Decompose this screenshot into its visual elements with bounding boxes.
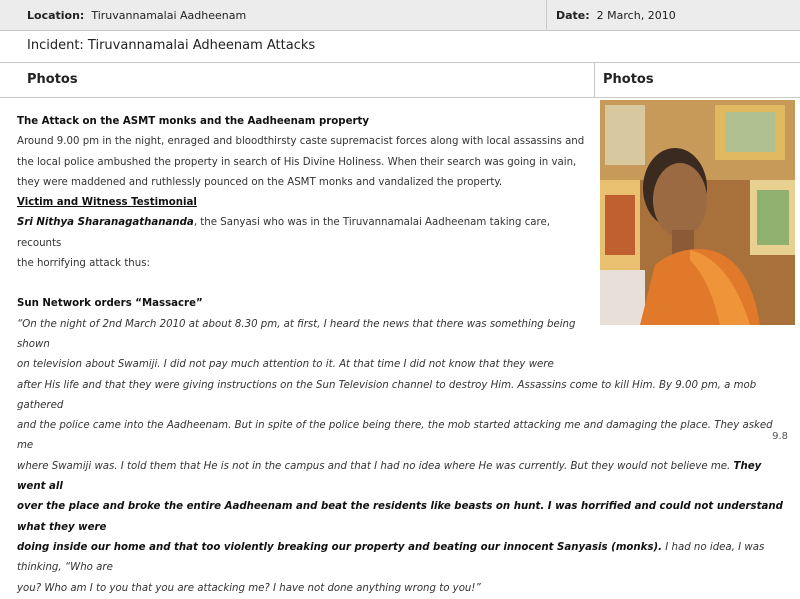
victim-heading: Victim and Witness Testimonial [17, 197, 197, 209]
photos-header-row [0, 63, 800, 98]
incident-title: Incident: Tiruvannamalai Adheenam Attacks [0, 31, 800, 63]
witness-name: Sri Nithya Sharanagathananda [17, 217, 194, 229]
quote-line5-b: They went all [17, 460, 762, 493]
date-label: Date: [556, 9, 590, 22]
quote-line: “On the night of 2nd March 2010 at about 8.30 pm, at first, I heard the news that there was something being shown [17, 318, 576, 350]
location-label: Location: [27, 9, 85, 22]
header-bar [0, 0, 800, 31]
witness-line1-rest: , the Sanyasi who was in the Tiruvannamalai Aadheenam taking care, recounts [17, 217, 551, 249]
section2-title: Sun Network orders “Massacre” [17, 298, 203, 310]
article-body [17, 112, 787, 599]
quote-line [17, 538, 787, 579]
quote-line7-a: doing inside our home and that too violently breaking our property and beating our innocent Sanyasis (monks). [17, 541, 663, 553]
quote-line7-b: I had no idea, I was thinking, “Who are [17, 541, 765, 574]
date-value: 2 March, 2010 [596, 9, 676, 22]
witness-line [17, 213, 587, 254]
quote-line: after His life and that they were giving instructions on the Sun Television channel to destroy Him. Assassins come to kill Him. By 9.00 pm, a mob gathered [17, 379, 757, 411]
quote-line5-a: where Swamiji was. I told them that He is not in the campus and that I had no idea where He was currently. But they would not believe me. [17, 460, 734, 472]
location-cell [0, 0, 547, 31]
page-number: 9.8 [772, 431, 788, 442]
section1-title: The Attack on the ASMT monks and the Aadheenam property [17, 116, 370, 127]
quote-line: on television about Swamiji. I did not pay much attention to it. At that time I did not know that they were [17, 359, 554, 371]
quote-line: you? Who am I to you that you are attacking me? I have not done anything wrong to you!” [17, 582, 481, 594]
witness-line2: the horrifying attack thus: [17, 258, 150, 270]
section1-line: they were maddened and ruthlessly pounced on the ASMT monks and vandalized the property. [17, 176, 503, 188]
quote-line [17, 457, 787, 498]
section1-line: the local police ambushed the property in search of His Divine Holiness. When their search was going in vain, [17, 156, 577, 168]
photos-header-right: Photos [603, 72, 654, 87]
photos-header-left: Photos [0, 63, 595, 97]
section1-line: Around 9.00 pm in the night, enraged and bloodthirsty caste supremacist forces along with local assassins and [17, 136, 585, 148]
quote-line: over the place and broke the entire Aadheenam and beat the residents like beasts on hunt. I was horrified and could not understand what they were [17, 501, 783, 533]
location-value: Tiruvannamalai Aadheenam [91, 9, 247, 22]
date-cell [547, 0, 800, 31]
quote-line: and the police came into the Aadheenam. But in spite of the police being there, the mob started attacking me and damaging the place. They asked me [17, 420, 773, 452]
